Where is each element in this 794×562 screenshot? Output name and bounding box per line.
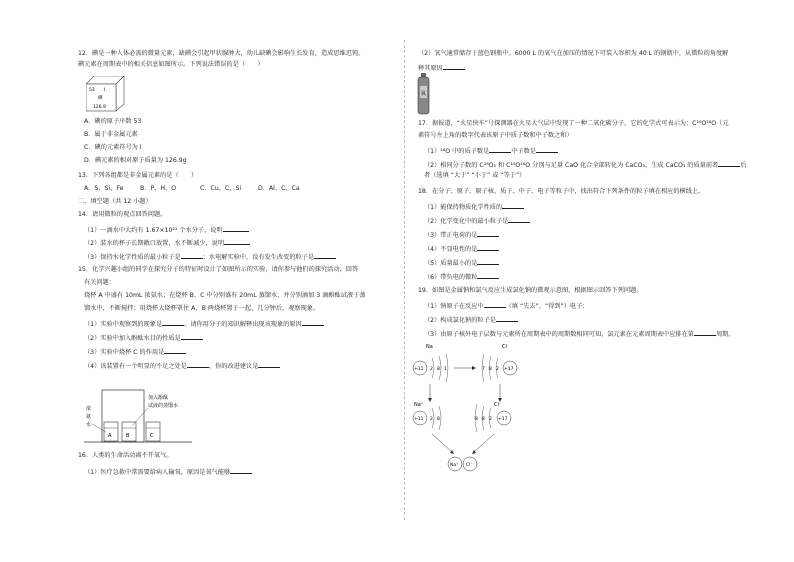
q12-text-2: 碘元素在周期表中的相关信息如图所示。下列说法错误的是（ ）: [78, 61, 264, 68]
label-ammonia: 氨: [86, 414, 92, 420]
q13-text: 13．下列各组都是非金属元素的是（ ）: [78, 172, 198, 179]
svg-text:+11: +11: [414, 367, 424, 372]
q17-part-2: （2）相同分子数的 C¹⁶O₂ 和 C¹⁶O¹⁸O 分别与足量 CaO 化合全部转化为 CaCO₃，生成 CaCO₃ 的质量前者 后: [424, 162, 747, 169]
label-reagent: 试液的蒸馏水: [148, 403, 179, 409]
tile-number: 53: [89, 88, 95, 93]
tile-mass: 126.9: [93, 105, 106, 110]
oxygen-cylinder-figure: [416, 72, 432, 116]
q18-item-2: （2）化学变化中的最小粒子是: [424, 216, 530, 226]
label-b: B: [126, 433, 130, 439]
svg-text:1: 1: [444, 367, 447, 372]
tile-name: 碘: [98, 96, 103, 101]
label-c: C: [150, 433, 154, 439]
svg-text:7: 7: [482, 367, 485, 372]
q16-part-1: （1）医疗急救中常需要给病人输氧，原因是氧气能够: [84, 467, 252, 477]
svg-text:8: 8: [475, 417, 478, 422]
svg-text:+17: +17: [498, 417, 508, 422]
q17-text: 17．据报道，“火星快车”号探测器在火星大气层中发现了一种二氧化碳分子，它的化学式可表示为：C¹⁶O¹⁸O（元: [418, 120, 729, 127]
svg-text:8: 8: [489, 367, 492, 372]
label-conc: 浓: [86, 406, 92, 412]
cl-ion-label: Cl⁻: [494, 402, 502, 408]
svg-text:+17: +17: [504, 367, 514, 372]
q17-part-2c: 者（选填 “大于” “小于” 或 “等于”）: [424, 172, 526, 179]
svg-text:Cl⁻: Cl⁻: [466, 463, 473, 468]
na-atom-label: Na: [426, 344, 433, 350]
q12-option-a: A．碘的原子序数 53: [84, 118, 142, 125]
q18-item-3: （3）带正电荷的是: [424, 230, 499, 240]
cl-atom-label: Cl: [502, 344, 507, 350]
q12-option-b: B．属于非金属元素: [84, 131, 138, 138]
q12-text: 12．碘是一种人体必需的微量元素，缺碘会引起甲状腺肿大，幼儿缺碘会影响生长发育，造成思维迟钝。: [78, 50, 365, 57]
q15-part-3: （3）实验中烧杯 C 的作用是: [84, 347, 186, 357]
q12-option-d: D．碘元素的相对原子质量为 126.9g: [84, 157, 187, 164]
q19-part-1: （1）钠原子在反应中 （填 “失去”、“得到”）电子；: [424, 303, 589, 310]
svg-text:8: 8: [437, 417, 440, 422]
q18-item-4: （4）不显电性的是: [424, 244, 499, 254]
q18-item-5: （5）质量最小的是: [424, 258, 499, 268]
q18-item-6: （6）带负电的微粒: [424, 272, 499, 282]
q15-text-2: 有关问题：: [84, 279, 115, 286]
q17-part-1: （1）¹⁸O 中的质子数是 中子数是: [424, 146, 558, 156]
q14-part-1: （1）一滴水中大约有 1.67×10²¹ 个水分子，说明: [84, 225, 249, 235]
q14-text: 14．请用微粒的观点回答问题。: [78, 211, 167, 218]
svg-text:2: 2: [430, 417, 433, 422]
q13-option-a: A．S、Si、Fe: [84, 185, 124, 192]
svg-text:+11: +11: [414, 417, 424, 422]
q15-text-4: 馏水中，不断搅拌；用烧杯大烧杯罩住 A、B 两烧杯置于一起，几分钟后，观察现象。: [84, 305, 320, 312]
q15-part-4: （4）该装置有一个明显的不足之处是 ，你的改进建议是: [84, 361, 280, 371]
q15-part-2: （2）实验中加入酚酞水目的性质是: [84, 333, 203, 343]
nacl-formation-diagram: [410, 340, 540, 480]
svg-text:8: 8: [437, 367, 440, 372]
q19-part-3: （3）由原子核外电子层数与元素所在周期表中的周期数相同可知，氯元素在元素周期表中应排在第 周期。: [424, 331, 735, 338]
q15-part-1: （1）实验中观察到的现象是 。请你用分子的知识解释出现该现象的原因: [84, 319, 324, 329]
iodine-element-tile: [86, 76, 126, 112]
q13-option-b: B．P、H、O: [140, 185, 177, 192]
q14-part-3: （3）保持水化学性质的最小粒子是 ；水电解实验中，没有发生改变的粒子是: [84, 252, 336, 262]
q15-text: 15．化学兴趣小组的同学在探究分子的特征时设计了如图所示的实验，请你参与他们的探究活动，回答: [78, 266, 359, 273]
cylinder-label: 氧: [420, 91, 427, 97]
label-a: A: [108, 433, 112, 439]
q16-part-2: （2）氧气通常储存于蓝色钢瓶中。6000 L 的氧气在加压的情况下可装入容积为 40 L 的钢瓶中，从微粒的角度解: [418, 50, 729, 57]
na-ion-label: Na⁺: [414, 402, 424, 408]
svg-text:2: 2: [496, 367, 499, 372]
svg-text:Na⁺: Na⁺: [450, 463, 459, 468]
q17-text-2: 素符号左上角的数字代表该原子中质子数和中子数之和）: [418, 132, 573, 139]
q19-part-2: （2）构成氯化钠的粒子是: [424, 315, 518, 325]
q12-option-c: C．碘的元素符号为 I: [84, 144, 142, 151]
svg-text:2: 2: [430, 367, 433, 372]
tile-symbol: I: [104, 88, 106, 93]
q18-item-1: （1）能保持物质化学性质的: [424, 202, 524, 212]
q13-option-c: C．Cu、C、Si: [200, 185, 242, 192]
label-water: 水: [86, 422, 92, 428]
q18-text: 18．在分子、原子、原子核、质子、中子、电子等粒子中，找出符合下列条件的粒子填在相应的横线上。: [418, 188, 705, 195]
q14-part-2: （2）装水的杯子长期敞口放置，水不断减少，说明: [84, 238, 250, 248]
label-add-phenol: 加入酚酞: [148, 395, 169, 401]
column-divider: [404, 40, 405, 520]
q15-text-3: 烧杯 A 中盛有 10mL 浓氨水；在烧杯 B、C 中分别盛有 20mL 蒸馏水，并分别滴加 3 滴酚酞试液于蒸: [84, 292, 366, 299]
svg-text:2: 2: [489, 417, 492, 422]
section-fill-in-title: 二、填空题（共 12 小题）: [78, 198, 152, 205]
q19-text: 19．如图是金属钠和氯气反应生成氯化钠的微观示意图，根据图示回答下列问题。: [418, 287, 643, 294]
q16-part-2b: 释其原因: [418, 63, 465, 73]
svg-text:8: 8: [482, 417, 485, 422]
molecule-experiment-figure: [84, 388, 194, 446]
q16-text: 16．人类的生命活动离不开氧气。: [78, 452, 173, 459]
q13-option-d: D．Al、C、Ca: [258, 185, 300, 192]
